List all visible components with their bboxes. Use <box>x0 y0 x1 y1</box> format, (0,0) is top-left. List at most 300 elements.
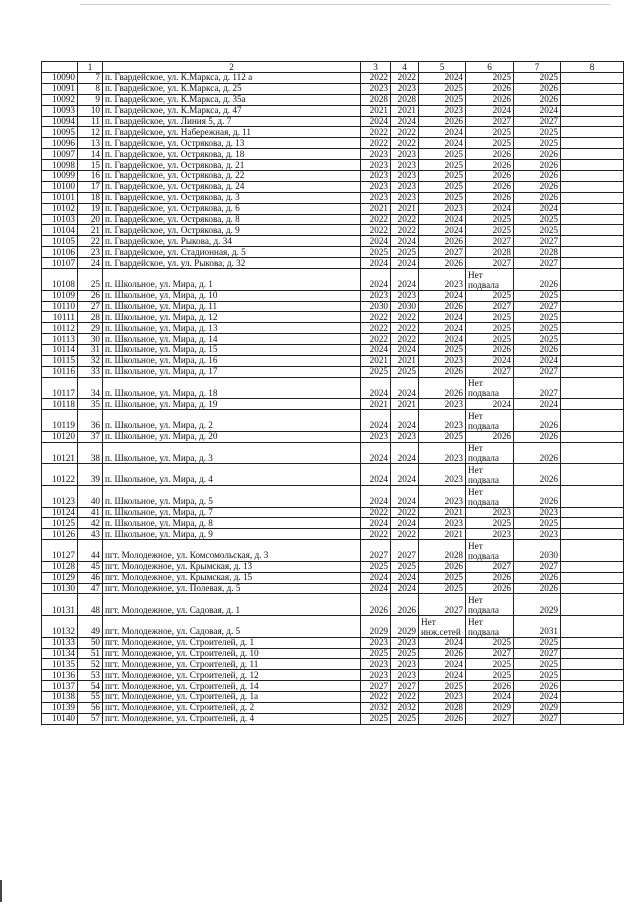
year-cell: 2025 <box>514 518 561 529</box>
header-cell: 8 <box>561 62 624 73</box>
row-index-cell: 35 <box>78 399 103 410</box>
year-cell: 2023 <box>391 431 419 442</box>
table-row <box>42 561 624 572</box>
note-cell <box>561 583 624 594</box>
address-cell: пгт. Молодежное, ул. Строителей, д. 1 <box>103 637 361 648</box>
row-id-cell: 10137 <box>42 681 78 692</box>
row-index-cell: 55 <box>78 692 103 703</box>
year-cell: 2026 <box>514 442 561 464</box>
table-row <box>42 410 624 432</box>
row-id-cell: 10109 <box>42 290 78 301</box>
header-cell <box>42 62 78 73</box>
row-index-cell: 12 <box>78 127 103 138</box>
year-cell: 2026 <box>419 258 466 269</box>
row-id-cell: 10134 <box>42 648 78 659</box>
row-id-cell: 10130 <box>42 583 78 594</box>
note-cell <box>561 247 624 258</box>
row-index-cell: 17 <box>78 181 103 192</box>
year-cell: 2022 <box>391 312 419 323</box>
year-cell: 2022 <box>391 529 419 540</box>
year-cell: 2023 <box>391 637 419 648</box>
year-cell: 2027 <box>391 540 419 562</box>
address-cell: пгт. Молодежное, ул. Строителей, д. 14 <box>103 681 361 692</box>
year-cell: 2024 <box>419 637 466 648</box>
address-cell: пгт. Молодежное, ул. Крымская, д. 15 <box>103 572 361 583</box>
row-id-cell: 10107 <box>42 258 78 269</box>
year-cell: 2022 <box>361 138 391 149</box>
year-cell: 2023 <box>419 442 466 464</box>
address-cell: пгт. Молодежное, ул. Строителей, д. 11 <box>103 659 361 670</box>
year-cell: 2026 <box>466 681 514 692</box>
year-cell: 2026 <box>514 269 561 291</box>
note-cell <box>561 594 624 616</box>
table-row <box>42 94 624 105</box>
header-cell: 5 <box>419 62 466 73</box>
address-cell: п. Гвардейское, ул. Острякова, д. 8 <box>103 214 361 225</box>
note-cell <box>561 94 624 105</box>
address-cell: п. Школьное, ул. Мира, д. 16 <box>103 355 361 366</box>
year-cell: 2021 <box>391 399 419 410</box>
row-index-cell: 38 <box>78 442 103 464</box>
year-cell: 2024 <box>466 203 514 214</box>
address-cell: п. Гвардейское, ул. К.Маркса, д. 35а <box>103 94 361 105</box>
note-cell <box>561 160 624 171</box>
year-cell: 2025 <box>361 713 391 724</box>
year-cell: 2025 <box>514 127 561 138</box>
year-cell: 2025 <box>419 345 466 356</box>
note-cell <box>561 648 624 659</box>
year-cell: Нет подвала <box>466 442 514 464</box>
year-cell: 2023 <box>361 160 391 171</box>
year-cell: 2022 <box>361 127 391 138</box>
table-row <box>42 681 624 692</box>
address-cell: п. Гвардейское, ул. Острякова, д. 21 <box>103 160 361 171</box>
note-cell <box>561 258 624 269</box>
year-cell: 2027 <box>466 236 514 247</box>
year-cell: 2027 <box>419 594 466 616</box>
note-cell <box>561 681 624 692</box>
year-cell: 2027 <box>514 258 561 269</box>
year-cell: 2029 <box>514 702 561 713</box>
table-row <box>42 127 624 138</box>
year-cell: 2027 <box>514 236 561 247</box>
row-id-cell: 10095 <box>42 127 78 138</box>
year-cell: 2022 <box>361 312 391 323</box>
address-cell: п. Гвардейское, ул. Острякова, д. 9 <box>103 225 361 236</box>
table-row <box>42 659 624 670</box>
year-cell: 2026 <box>419 116 466 127</box>
row-id-cell: 10122 <box>42 464 78 486</box>
year-cell: 2028 <box>391 94 419 105</box>
year-cell: 2023 <box>361 83 391 94</box>
header-cell: 7 <box>514 62 561 73</box>
row-index-cell: 42 <box>78 518 103 529</box>
year-cell: 2027 <box>514 713 561 724</box>
year-cell: 2030 <box>514 540 561 562</box>
year-cell: 2024 <box>391 410 419 432</box>
row-index-cell: 26 <box>78 290 103 301</box>
address-cell: п. Гвардейское, ул. Набережная, д. 11 <box>103 127 361 138</box>
year-cell: 2022 <box>391 225 419 236</box>
note-cell <box>561 442 624 464</box>
address-cell: п. Школьное, ул. Мира, д. 11 <box>103 301 361 312</box>
row-id-cell: 10121 <box>42 442 78 464</box>
table-row <box>42 334 624 345</box>
year-cell: 2026 <box>419 366 466 377</box>
year-cell: 2023 <box>419 410 466 432</box>
note-cell <box>561 431 624 442</box>
row-id-cell: 10093 <box>42 105 78 116</box>
year-cell: 2026 <box>514 681 561 692</box>
year-cell: 2026 <box>514 410 561 432</box>
year-cell: 2027 <box>466 561 514 572</box>
year-cell: 2024 <box>419 334 466 345</box>
row-id-cell: 10118 <box>42 399 78 410</box>
year-cell: 2024 <box>391 572 419 583</box>
row-id-cell: 10101 <box>42 192 78 203</box>
row-id-cell: 10096 <box>42 138 78 149</box>
row-index-cell: 34 <box>78 377 103 399</box>
address-cell: п. Гвардейское, ул. Острякова, д. 3 <box>103 192 361 203</box>
year-cell: 2024 <box>391 269 419 291</box>
table-row <box>42 323 624 334</box>
row-index-cell: 7 <box>78 73 103 84</box>
year-cell: 2024 <box>419 290 466 301</box>
year-cell: 2023 <box>391 160 419 171</box>
year-cell: 2023 <box>361 670 391 681</box>
year-cell: 2025 <box>419 160 466 171</box>
note-cell <box>561 366 624 377</box>
row-id-cell: 10131 <box>42 594 78 616</box>
year-cell: 2023 <box>466 529 514 540</box>
row-id-cell: 10099 <box>42 171 78 182</box>
year-cell: Нет подвала <box>466 464 514 486</box>
year-cell: 2023 <box>361 171 391 182</box>
row-index-cell: 15 <box>78 160 103 171</box>
address-cell: п. Школьное, ул. Мира, д. 18 <box>103 377 361 399</box>
year-cell: 2027 <box>514 561 561 572</box>
table-row <box>42 507 624 518</box>
row-id-cell: 10104 <box>42 225 78 236</box>
year-cell: 2021 <box>361 399 391 410</box>
table-row <box>42 181 624 192</box>
year-cell: 2027 <box>514 648 561 659</box>
top-scan-rule <box>80 4 610 5</box>
year-cell: 2021 <box>361 105 391 116</box>
row-id-cell: 10125 <box>42 518 78 529</box>
year-cell: 2023 <box>419 203 466 214</box>
table-row <box>42 355 624 366</box>
row-id-cell: 10119 <box>42 410 78 432</box>
year-cell: 2029 <box>361 616 391 638</box>
year-cell: 2025 <box>466 138 514 149</box>
row-index-cell: 44 <box>78 540 103 562</box>
year-cell: 2024 <box>391 258 419 269</box>
row-index-cell: 27 <box>78 301 103 312</box>
note-cell <box>561 561 624 572</box>
table-row <box>42 594 624 616</box>
address-cell: п. Школьное, ул. Мира, д. 12 <box>103 312 361 323</box>
year-cell: 2027 <box>391 681 419 692</box>
year-cell: Нет подвала <box>466 594 514 616</box>
year-cell: 2032 <box>391 702 419 713</box>
table-row <box>42 225 624 236</box>
row-index-cell: 14 <box>78 149 103 160</box>
year-cell: Нет подвала <box>466 269 514 291</box>
year-cell: 2026 <box>514 160 561 171</box>
year-cell: 2023 <box>361 181 391 192</box>
year-cell: 2026 <box>419 713 466 724</box>
row-index-cell: 24 <box>78 258 103 269</box>
year-cell: 2023 <box>419 399 466 410</box>
year-cell: 2023 <box>391 290 419 301</box>
year-cell: 2025 <box>514 214 561 225</box>
table-row <box>42 518 624 529</box>
year-cell: 2024 <box>391 345 419 356</box>
table-row <box>42 485 624 507</box>
row-id-cell: 10123 <box>42 485 78 507</box>
table-row <box>42 171 624 182</box>
year-cell: 2025 <box>514 637 561 648</box>
row-id-cell: 10127 <box>42 540 78 562</box>
year-cell: Нет подвала <box>466 485 514 507</box>
year-cell: 2024 <box>361 236 391 247</box>
table-row <box>42 203 624 214</box>
year-cell: 2024 <box>514 105 561 116</box>
row-index-cell: 32 <box>78 355 103 366</box>
note-cell <box>561 83 624 94</box>
address-cell: п. Гвардейское, ул. Острякова, д. 24 <box>103 181 361 192</box>
table-row <box>42 192 624 203</box>
year-cell: 2023 <box>514 529 561 540</box>
row-index-cell: 53 <box>78 670 103 681</box>
row-id-cell: 10106 <box>42 247 78 258</box>
address-cell: п. Школьное, ул. Мира, д. 5 <box>103 485 361 507</box>
address-cell: п. Гвардейское, ул. К.Маркса, д. 25 <box>103 83 361 94</box>
year-cell: 2027 <box>514 366 561 377</box>
year-cell: 2027 <box>466 366 514 377</box>
address-cell: пгт. Молодежное, ул. Строителей, д. 10 <box>103 648 361 659</box>
year-cell: 2024 <box>419 225 466 236</box>
year-cell: 2028 <box>361 94 391 105</box>
row-index-cell: 30 <box>78 334 103 345</box>
year-cell: 2024 <box>361 572 391 583</box>
year-cell: 2025 <box>419 681 466 692</box>
address-cell: п. Школьное, ул. Мира, д. 17 <box>103 366 361 377</box>
address-cell: п. Гвардейское, ул. Рыкова, д. 34 <box>103 236 361 247</box>
year-cell: 2028 <box>466 247 514 258</box>
year-cell: 2024 <box>514 355 561 366</box>
year-cell: 2021 <box>391 105 419 116</box>
table-row <box>42 269 624 291</box>
year-cell: 2026 <box>514 431 561 442</box>
row-index-cell: 33 <box>78 366 103 377</box>
year-cell: 2024 <box>391 485 419 507</box>
address-cell: п. Школьное, ул. Мира, д. 4 <box>103 464 361 486</box>
year-cell: Нет подвала <box>466 377 514 399</box>
row-index-cell: 49 <box>78 616 103 638</box>
year-cell: 2025 <box>466 290 514 301</box>
address-cell: п. Школьное, ул. Мира, д. 2 <box>103 410 361 432</box>
row-id-cell: 10135 <box>42 659 78 670</box>
year-cell: 2026 <box>514 192 561 203</box>
note-cell <box>561 529 624 540</box>
year-cell: 2024 <box>466 355 514 366</box>
row-id-cell: 10139 <box>42 702 78 713</box>
year-cell: 2025 <box>391 366 419 377</box>
table-row <box>42 670 624 681</box>
note-cell <box>561 290 624 301</box>
row-index-cell: 28 <box>78 312 103 323</box>
row-id-cell: 10133 <box>42 637 78 648</box>
row-id-cell: 10098 <box>42 160 78 171</box>
year-cell: 2026 <box>391 594 419 616</box>
year-cell: 2022 <box>391 127 419 138</box>
year-cell: 2023 <box>419 518 466 529</box>
year-cell: 2023 <box>391 149 419 160</box>
row-index-cell: 50 <box>78 637 103 648</box>
address-cell: п. Гвардейское, ул. Линия 5, д. 7 <box>103 116 361 127</box>
address-cell: п. Гвардейское, ул. Острякова, д. 6 <box>103 203 361 214</box>
note-cell <box>561 692 624 703</box>
year-cell: 2024 <box>419 670 466 681</box>
note-cell <box>561 377 624 399</box>
year-cell: 2023 <box>419 464 466 486</box>
address-cell: п. Гвардейское, ул. Острякова, д. 18 <box>103 149 361 160</box>
year-cell: 2025 <box>466 225 514 236</box>
table-body <box>42 73 624 725</box>
year-cell: 2023 <box>419 269 466 291</box>
year-cell: 2023 <box>391 659 419 670</box>
year-cell: 2024 <box>419 214 466 225</box>
address-cell: п. Школьное, ул. Мира, д. 15 <box>103 345 361 356</box>
note-cell <box>561 572 624 583</box>
year-cell: 2025 <box>466 659 514 670</box>
note-cell <box>561 312 624 323</box>
year-cell: 2027 <box>419 247 466 258</box>
year-cell: 2026 <box>514 94 561 105</box>
row-id-cell: 10111 <box>42 312 78 323</box>
table-row <box>42 83 624 94</box>
year-cell: 2023 <box>419 485 466 507</box>
row-index-cell: 9 <box>78 94 103 105</box>
year-cell: 2025 <box>361 648 391 659</box>
year-cell: 2022 <box>391 334 419 345</box>
year-cell: 2022 <box>361 334 391 345</box>
row-index-cell: 46 <box>78 572 103 583</box>
address-cell: п. Школьное, ул. Мира, д. 10 <box>103 290 361 301</box>
year-cell: 2026 <box>466 192 514 203</box>
year-cell: 2024 <box>391 377 419 399</box>
year-cell: 2025 <box>514 323 561 334</box>
row-index-cell: 13 <box>78 138 103 149</box>
year-cell: 2021 <box>361 355 391 366</box>
row-id-cell: 10105 <box>42 236 78 247</box>
year-cell: 2022 <box>391 138 419 149</box>
row-index-cell: 25 <box>78 269 103 291</box>
year-cell: 2025 <box>514 73 561 84</box>
year-cell: 2024 <box>466 399 514 410</box>
year-cell: 2023 <box>466 507 514 518</box>
table-row <box>42 648 624 659</box>
year-cell: 2027 <box>361 540 391 562</box>
year-cell: 2025 <box>419 572 466 583</box>
year-cell: 2025 <box>514 290 561 301</box>
year-cell: 2027 <box>466 713 514 724</box>
table-header-row <box>42 62 624 73</box>
year-cell: 2025 <box>466 334 514 345</box>
row-index-cell: 37 <box>78 431 103 442</box>
year-cell: 2026 <box>466 345 514 356</box>
year-cell: 2026 <box>466 583 514 594</box>
row-id-cell: 10100 <box>42 181 78 192</box>
row-id-cell: 10097 <box>42 149 78 160</box>
row-index-cell: 19 <box>78 203 103 214</box>
note-cell <box>561 345 624 356</box>
year-cell: 2024 <box>514 692 561 703</box>
year-cell: 2024 <box>361 464 391 486</box>
note-cell <box>561 214 624 225</box>
year-cell: 2023 <box>391 181 419 192</box>
address-cell: пгт. Молодежное, ул. Строителей, д. 1а <box>103 692 361 703</box>
note-cell <box>561 171 624 182</box>
header-cell: 3 <box>361 62 391 73</box>
table-row <box>42 160 624 171</box>
table-row <box>42 214 624 225</box>
year-cell: 2023 <box>361 659 391 670</box>
year-cell: 2023 <box>361 192 391 203</box>
year-cell: 2024 <box>514 399 561 410</box>
year-cell: 2023 <box>361 637 391 648</box>
row-id-cell: 10110 <box>42 301 78 312</box>
row-id-cell: 10124 <box>42 507 78 518</box>
address-cell: пгт. Молодежное, ул. Строителей, д. 2 <box>103 702 361 713</box>
year-cell: 2023 <box>419 692 466 703</box>
table-row <box>42 105 624 116</box>
table-row <box>42 236 624 247</box>
year-cell: 2025 <box>361 247 391 258</box>
year-cell: 2022 <box>361 529 391 540</box>
year-cell: 2029 <box>391 616 419 638</box>
year-cell: 2025 <box>419 171 466 182</box>
row-index-cell: 48 <box>78 594 103 616</box>
year-cell: Нет подвала <box>466 540 514 562</box>
year-cell: 2022 <box>361 692 391 703</box>
row-index-cell: 20 <box>78 214 103 225</box>
year-cell: 2027 <box>514 116 561 127</box>
address-cell: п. Школьное, ул. Мира, д. 9 <box>103 529 361 540</box>
year-cell: 2026 <box>466 83 514 94</box>
year-cell: 2029 <box>514 594 561 616</box>
year-cell: 2023 <box>391 171 419 182</box>
note-cell <box>561 73 624 84</box>
year-cell: 2026 <box>466 572 514 583</box>
year-cell: 2023 <box>391 670 419 681</box>
year-cell: 2025 <box>514 670 561 681</box>
row-id-cell: 10132 <box>42 616 78 638</box>
row-id-cell: 10113 <box>42 334 78 345</box>
header-cell: 2 <box>103 62 361 73</box>
schedule-table <box>41 61 624 725</box>
left-scan-mark <box>0 880 2 902</box>
table-row <box>42 637 624 648</box>
year-cell: Нет инж.сетей <box>419 616 466 638</box>
year-cell: 2025 <box>466 127 514 138</box>
year-cell: 2025 <box>514 225 561 236</box>
year-cell: 2030 <box>361 301 391 312</box>
row-index-cell: 43 <box>78 529 103 540</box>
table-row <box>42 301 624 312</box>
